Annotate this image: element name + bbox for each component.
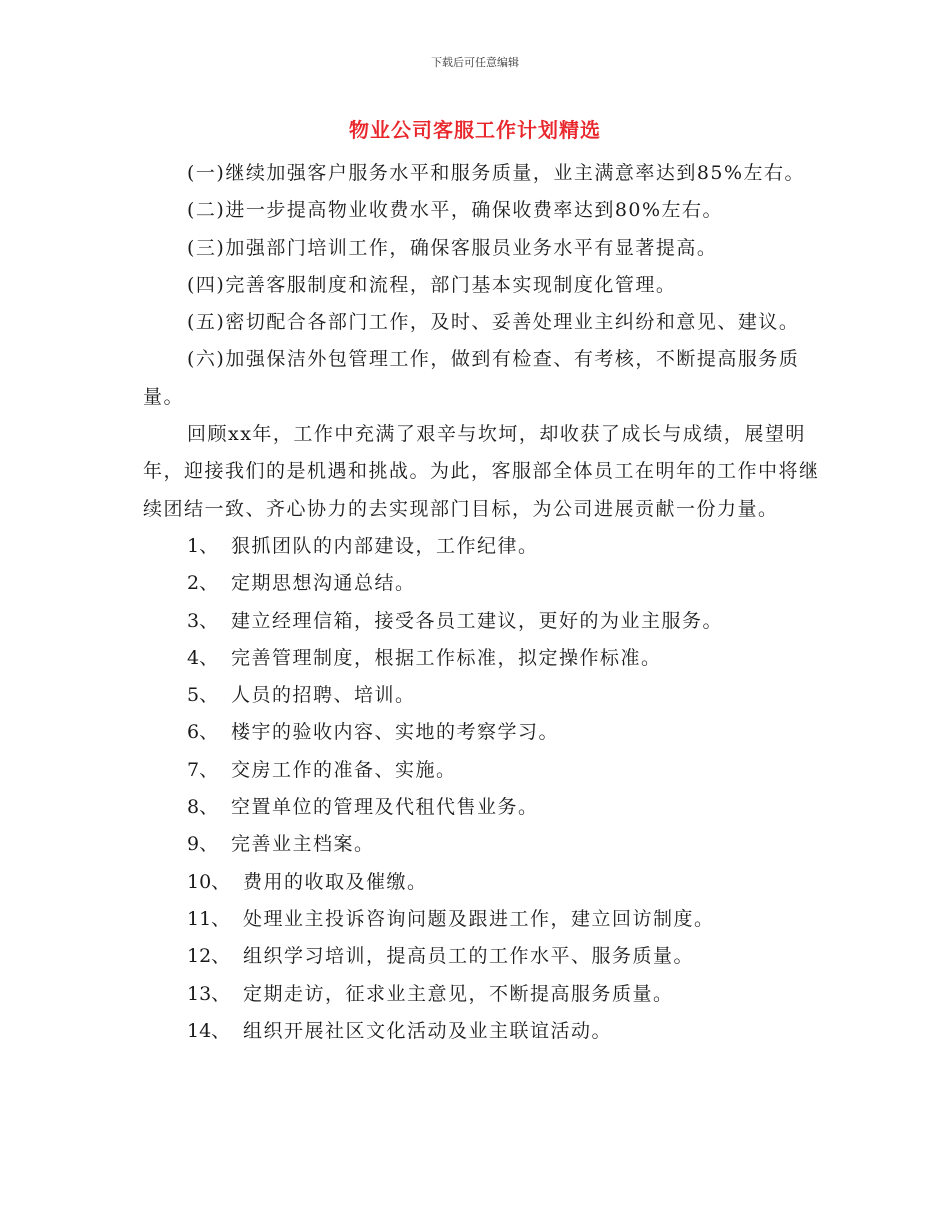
document-title: 物业公司客服工作计划精选 — [349, 118, 601, 142]
goal-item: (三)加强部门培训工作，确保客服员业务水平有显著提高。 — [187, 236, 718, 259]
task-text: 组织开展社区文化活动及业主联谊活动。 — [243, 1019, 613, 1042]
task-text: 组织学习培训，提高员工的工作水平、服务质量。 — [243, 945, 695, 968]
task-item — [187, 640, 833, 677]
task-number: 13、 — [187, 982, 231, 1005]
task-number: 1、 — [187, 534, 219, 557]
task-number: 8、 — [187, 796, 219, 819]
task-item — [187, 714, 833, 751]
task-item — [187, 1013, 833, 1050]
task-text: 定期走访，征求业主意见，不断提高服务质量。 — [243, 982, 674, 1005]
task-item — [187, 901, 833, 938]
task-item — [187, 752, 833, 789]
task-text: 人员的招聘、培训。 — [231, 684, 416, 707]
goal-item: (六)加强保洁外包管理工作，做到有检查、有考核，不断提高服务质量。 — [143, 348, 800, 408]
task-item — [187, 976, 833, 1013]
task-text: 建立经理信箱，接受各员工建议，更好的为业主服务。 — [231, 609, 724, 632]
task-number: 5、 — [187, 684, 219, 707]
task-number: 6、 — [187, 721, 219, 744]
task-text: 交房工作的准备、实施。 — [231, 758, 457, 781]
task-text: 空置单位的管理及代租代售业务。 — [231, 796, 539, 819]
task-text: 完善管理制度，根据工作标准，拟定操作标准。 — [231, 646, 662, 669]
document-body — [143, 155, 833, 1050]
goal-item: (一)继续加强客户服务水平和服务质量，业主满意率达到85%左右。 — [187, 162, 806, 184]
goal-item: (二)进一步提高物业收费水平，确保收费率达到80%左右。 — [187, 199, 724, 222]
task-number: 9、 — [187, 833, 219, 856]
task-item — [187, 565, 833, 602]
task-number: 11、 — [187, 907, 231, 930]
task-text: 费用的收取及催缴。 — [243, 870, 428, 893]
task-item — [187, 864, 833, 901]
goal-item: (四)完善客服制度和流程，部门基本实现制度化管理。 — [187, 273, 677, 296]
task-item — [187, 826, 833, 863]
task-item — [187, 528, 833, 565]
task-item — [187, 789, 833, 826]
task-text: 定期思想沟通总结。 — [231, 572, 416, 595]
task-number: 4、 — [187, 646, 219, 669]
task-number: 10、 — [187, 870, 231, 893]
task-number: 12、 — [187, 945, 231, 968]
task-number: 2、 — [187, 572, 219, 595]
task-text: 处理业主投诉咨询问题及跟进工作，建立回访制度。 — [243, 907, 715, 930]
review-paragraph: 回顾xx年，工作中充满了艰辛与坎坷，却收获了成长与成绩，展望明年，迎接我们的是机遇和挑战。为此，客服部全体员工在明年的工作中将继续团结一致、齐心协力的去实现部门目标，为公司进展贡献一份力量。 — [143, 423, 820, 520]
task-item — [187, 677, 833, 714]
task-text: 楼宇的验收内容、实地的考察学习。 — [231, 721, 560, 744]
task-number: 7、 — [187, 758, 219, 781]
goal-item: (五)密切配合各部门工作，及时、妥善处理业主纠纷和意见、建议。 — [187, 311, 800, 334]
task-number: 14、 — [187, 1019, 231, 1042]
task-text: 完善业主档案。 — [231, 833, 375, 856]
task-number: 3、 — [187, 609, 219, 632]
header-note: 下载后可任意编辑 — [431, 56, 519, 69]
task-item — [187, 603, 833, 640]
task-text: 狠抓团队的内部建设，工作纪律。 — [231, 534, 539, 557]
task-item — [187, 938, 833, 975]
